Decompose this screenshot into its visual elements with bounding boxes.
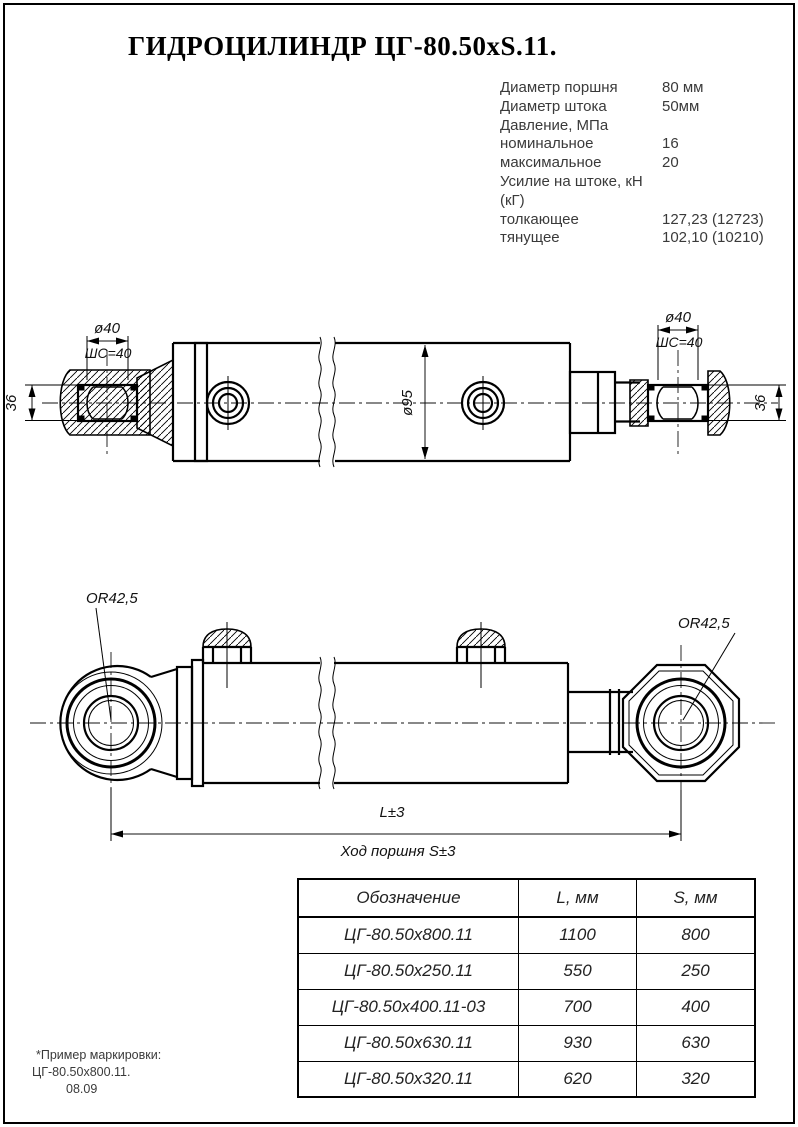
spec-value: 127,23 (12723) [662, 210, 764, 228]
cell-length: 700 [519, 989, 637, 1025]
seal-ring [649, 416, 655, 421]
cell-designation: ЦГ-80.50х320.11 [298, 1061, 519, 1097]
spec-value: 80 мм [662, 79, 704, 96]
seal-ring [79, 416, 85, 421]
drawing-title: ГИДРОЦИЛИНДР ЦГ-80.50xS.11. [128, 31, 557, 61]
table-row [298, 953, 755, 989]
rear-flange-band [195, 343, 207, 461]
spec-label: тянущее [500, 229, 560, 247]
section-view [3, 309, 786, 467]
table-row [298, 1061, 755, 1097]
seal-ring [131, 386, 137, 391]
seal-ring [131, 416, 137, 421]
cell-length: 620 [519, 1061, 637, 1097]
dim-36-right: 36 [752, 394, 769, 412]
cell-designation: ЦГ-80.50х630.11 [298, 1025, 519, 1061]
cell-stroke: 800 [637, 917, 756, 953]
port-fitting [457, 622, 505, 688]
seal-ring [79, 386, 85, 391]
spec-value: 20 [662, 154, 679, 172]
cell-length: 930 [519, 1025, 637, 1061]
cell-stroke: 250 [637, 953, 756, 989]
cell-stroke: 630 [637, 1025, 756, 1061]
dim-dia40-right: ø40 [665, 309, 691, 326]
spec-label: номинальное [500, 135, 594, 153]
dim-dia40-left: ø40 [94, 320, 120, 337]
dim-length: L±3 [379, 804, 405, 821]
break-line [333, 337, 335, 467]
break-line [319, 337, 321, 467]
spec-label: Усилие на штоке, кН (кГ) [500, 172, 643, 209]
seal-ring [702, 416, 708, 421]
rod-end-cap-section [570, 372, 615, 433]
cell-stroke: 320 [637, 1061, 756, 1097]
cell-stroke: 400 [637, 989, 756, 1025]
spec-label: Давление, МПа [500, 116, 609, 134]
spec-value: 102,10 (10210) [662, 229, 764, 247]
spec-label: Диаметр штока [500, 97, 607, 115]
spec-value: 16 [662, 135, 679, 153]
external-view [30, 590, 778, 860]
cylinder-body-section [173, 343, 570, 461]
table-row [298, 917, 755, 953]
port-boss [207, 376, 249, 430]
spec-label: толкающее [500, 210, 579, 228]
port-fitting [203, 622, 251, 688]
footnote-line1: *Пример маркировки: [36, 1048, 162, 1062]
cell-designation: ЦГ-80.50х800.11 [298, 917, 519, 953]
footnote-line2: ЦГ-80.50х800.11. [32, 1065, 131, 1079]
label-left-eye-radius: OR42,5 [86, 590, 138, 607]
right-gland-section [630, 380, 648, 426]
cell-length: 1100 [519, 917, 637, 953]
break-line [319, 657, 321, 789]
seal-ring [649, 386, 655, 391]
table-row [298, 1025, 755, 1061]
seal-ring [702, 386, 708, 391]
dim-dia95: ø95 [399, 390, 416, 416]
label-bearing-left: ШС=40 [84, 345, 132, 361]
col-header-stroke: S, мм [637, 879, 756, 917]
col-header-length: L, мм [519, 879, 637, 917]
marking-footnote [32, 1047, 162, 1098]
spec-label: Диаметр поршня [500, 79, 618, 96]
spec-label: максимальное [500, 154, 602, 172]
table-row [298, 989, 755, 1025]
footnote-line3: 08.09 [66, 1082, 98, 1096]
cell-length: 550 [519, 953, 637, 989]
table-header-row [298, 879, 755, 917]
size-table [297, 878, 756, 1098]
cell-designation: ЦГ-80.50х250.11 [298, 953, 519, 989]
right-eye-housing-section [708, 371, 730, 435]
label-bearing-right: ШС=40 [655, 334, 703, 350]
port-boss [462, 376, 504, 430]
label-right-eye-radius: OR42,5 [678, 615, 730, 632]
rod-collar [610, 689, 619, 755]
dim-36-left: 36 [3, 394, 20, 412]
col-header-designation: Обозначение [298, 879, 519, 917]
dim-stroke: Ход поршня S±3 [340, 843, 456, 860]
cell-designation: ЦГ-80.50х400.11-03 [298, 989, 519, 1025]
spec-value: 50мм [662, 97, 700, 115]
